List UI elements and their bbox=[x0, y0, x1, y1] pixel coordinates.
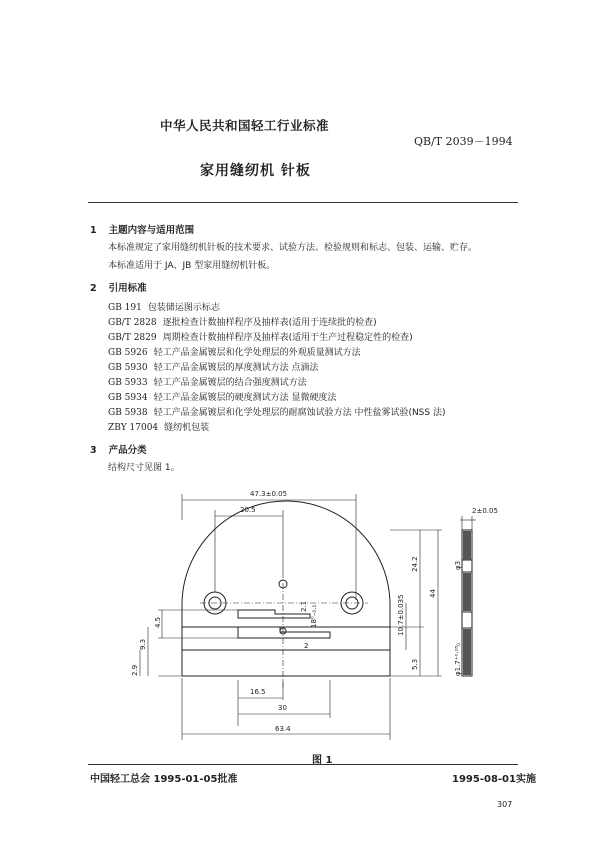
classification-text: 结构尺寸见图 1。 bbox=[108, 463, 180, 473]
section-2-heading: 2 引用标准 bbox=[90, 283, 147, 294]
approval-line: 中国轻工总会 1995-01-05批准 bbox=[90, 774, 238, 785]
dim-base-63-4: 63.4 bbox=[275, 725, 291, 733]
page-number: 307 bbox=[497, 800, 513, 809]
reference-item bbox=[108, 345, 361, 358]
dim-slot-width: 2.1 bbox=[300, 600, 308, 612]
reference-title: 轻工产品金属镀层的厚度测试方法 点滴法 bbox=[153, 363, 319, 373]
dim-lower-right: 5.3 bbox=[411, 658, 419, 670]
reference-item bbox=[108, 360, 318, 373]
figure-1-drawing bbox=[120, 480, 520, 750]
scope-paragraph-1: 本标准规定了家用缝纫机针板的技术要求、试验方法、检验规则和标志、包装、运输、贮存。 bbox=[108, 243, 478, 253]
section-1-heading: 1 主题内容与适用范围 bbox=[90, 225, 195, 236]
dim-base-16-5: 16.5 bbox=[250, 688, 266, 696]
dim-overall-width: 47.3±0.05 bbox=[250, 490, 288, 498]
dim-hole-offset: 20.5 bbox=[240, 506, 256, 514]
reference-code: GB 5926 bbox=[108, 348, 148, 358]
dim-slot-height: 10.7±0.035 bbox=[397, 594, 405, 636]
reference-item bbox=[108, 375, 307, 388]
dim-base-30: 30 bbox=[278, 704, 287, 712]
reference-title: 轻工产品金属镀层和化学处理层的耐腐蚀试验方法 中性盐雾试验(NSS 法) bbox=[153, 408, 446, 418]
standard-code: QB/T 2039－1994 bbox=[414, 135, 513, 148]
dim-upper-height: 24.2 bbox=[411, 556, 419, 572]
reference-item bbox=[108, 390, 336, 403]
reference-item bbox=[108, 300, 220, 313]
reference-title: 轻工产品金属镀层的硬度测试方法 显微硬度法 bbox=[153, 393, 337, 403]
reference-code: GB 5934 bbox=[108, 393, 148, 403]
footer-divider bbox=[88, 764, 518, 765]
figure-caption: 图 1 bbox=[312, 755, 333, 766]
reference-item bbox=[108, 330, 413, 343]
reference-item bbox=[108, 405, 445, 418]
reference-item bbox=[108, 420, 209, 433]
reference-code: GB 191 bbox=[108, 303, 142, 313]
reference-title: 周期检查计数抽样程序及抽样表(适用于生产过程稳定性的检查) bbox=[162, 333, 413, 343]
reference-code: GB 5933 bbox=[108, 378, 148, 388]
reference-code: GB 5930 bbox=[108, 363, 148, 373]
dim-side-phi1-7: φ1.7⁺⁰·¹⁸₀ bbox=[454, 643, 462, 676]
scope-paragraph-2: 本标准适用于 JA、JB 型家用缝纫机针板。 bbox=[108, 261, 276, 271]
dim-slot-tolerance: 18⁰₋₀.₁ bbox=[310, 604, 318, 628]
dim-left-2-9: 2.9 bbox=[131, 664, 139, 676]
dim-left-9-3: 9.3 bbox=[139, 638, 147, 650]
reference-title: 轻工产品金属镀层的结合强度测试方法 bbox=[153, 378, 307, 388]
dim-side-thickness: 2±0.05 bbox=[472, 507, 498, 515]
section-3-heading: 3 产品分类 bbox=[90, 445, 147, 456]
reference-code: ZBY 17004 bbox=[108, 423, 159, 433]
document-title: 家用缝纫机 针板 bbox=[200, 163, 311, 179]
header-divider bbox=[88, 202, 518, 203]
reference-item bbox=[108, 315, 377, 328]
reference-title: 轻工产品金属镀层和化学处理层的外观质量测试方法 bbox=[153, 348, 361, 358]
reference-title: 缝纫机包装 bbox=[164, 423, 210, 433]
reference-code: GB/T 2829 bbox=[108, 333, 157, 343]
reference-title: 逐批检查计数抽样程序及抽样表(适用于连续批的检查) bbox=[162, 318, 377, 328]
dim-left-4-5: 4.5 bbox=[154, 616, 162, 628]
reference-code: GB/T 2828 bbox=[108, 318, 157, 328]
issuing-org: 中华人民共和国轻工行业标准 bbox=[160, 118, 330, 133]
implementation-date: 1995-08-01实施 bbox=[452, 774, 536, 785]
dim-side-phi3: φ3 bbox=[454, 560, 462, 570]
dim-small-2: 2 bbox=[304, 642, 309, 650]
reference-code: GB 5938 bbox=[108, 408, 148, 418]
reference-title: 包装储运图示标志 bbox=[147, 303, 220, 313]
dim-total-height: 44 bbox=[429, 589, 437, 598]
